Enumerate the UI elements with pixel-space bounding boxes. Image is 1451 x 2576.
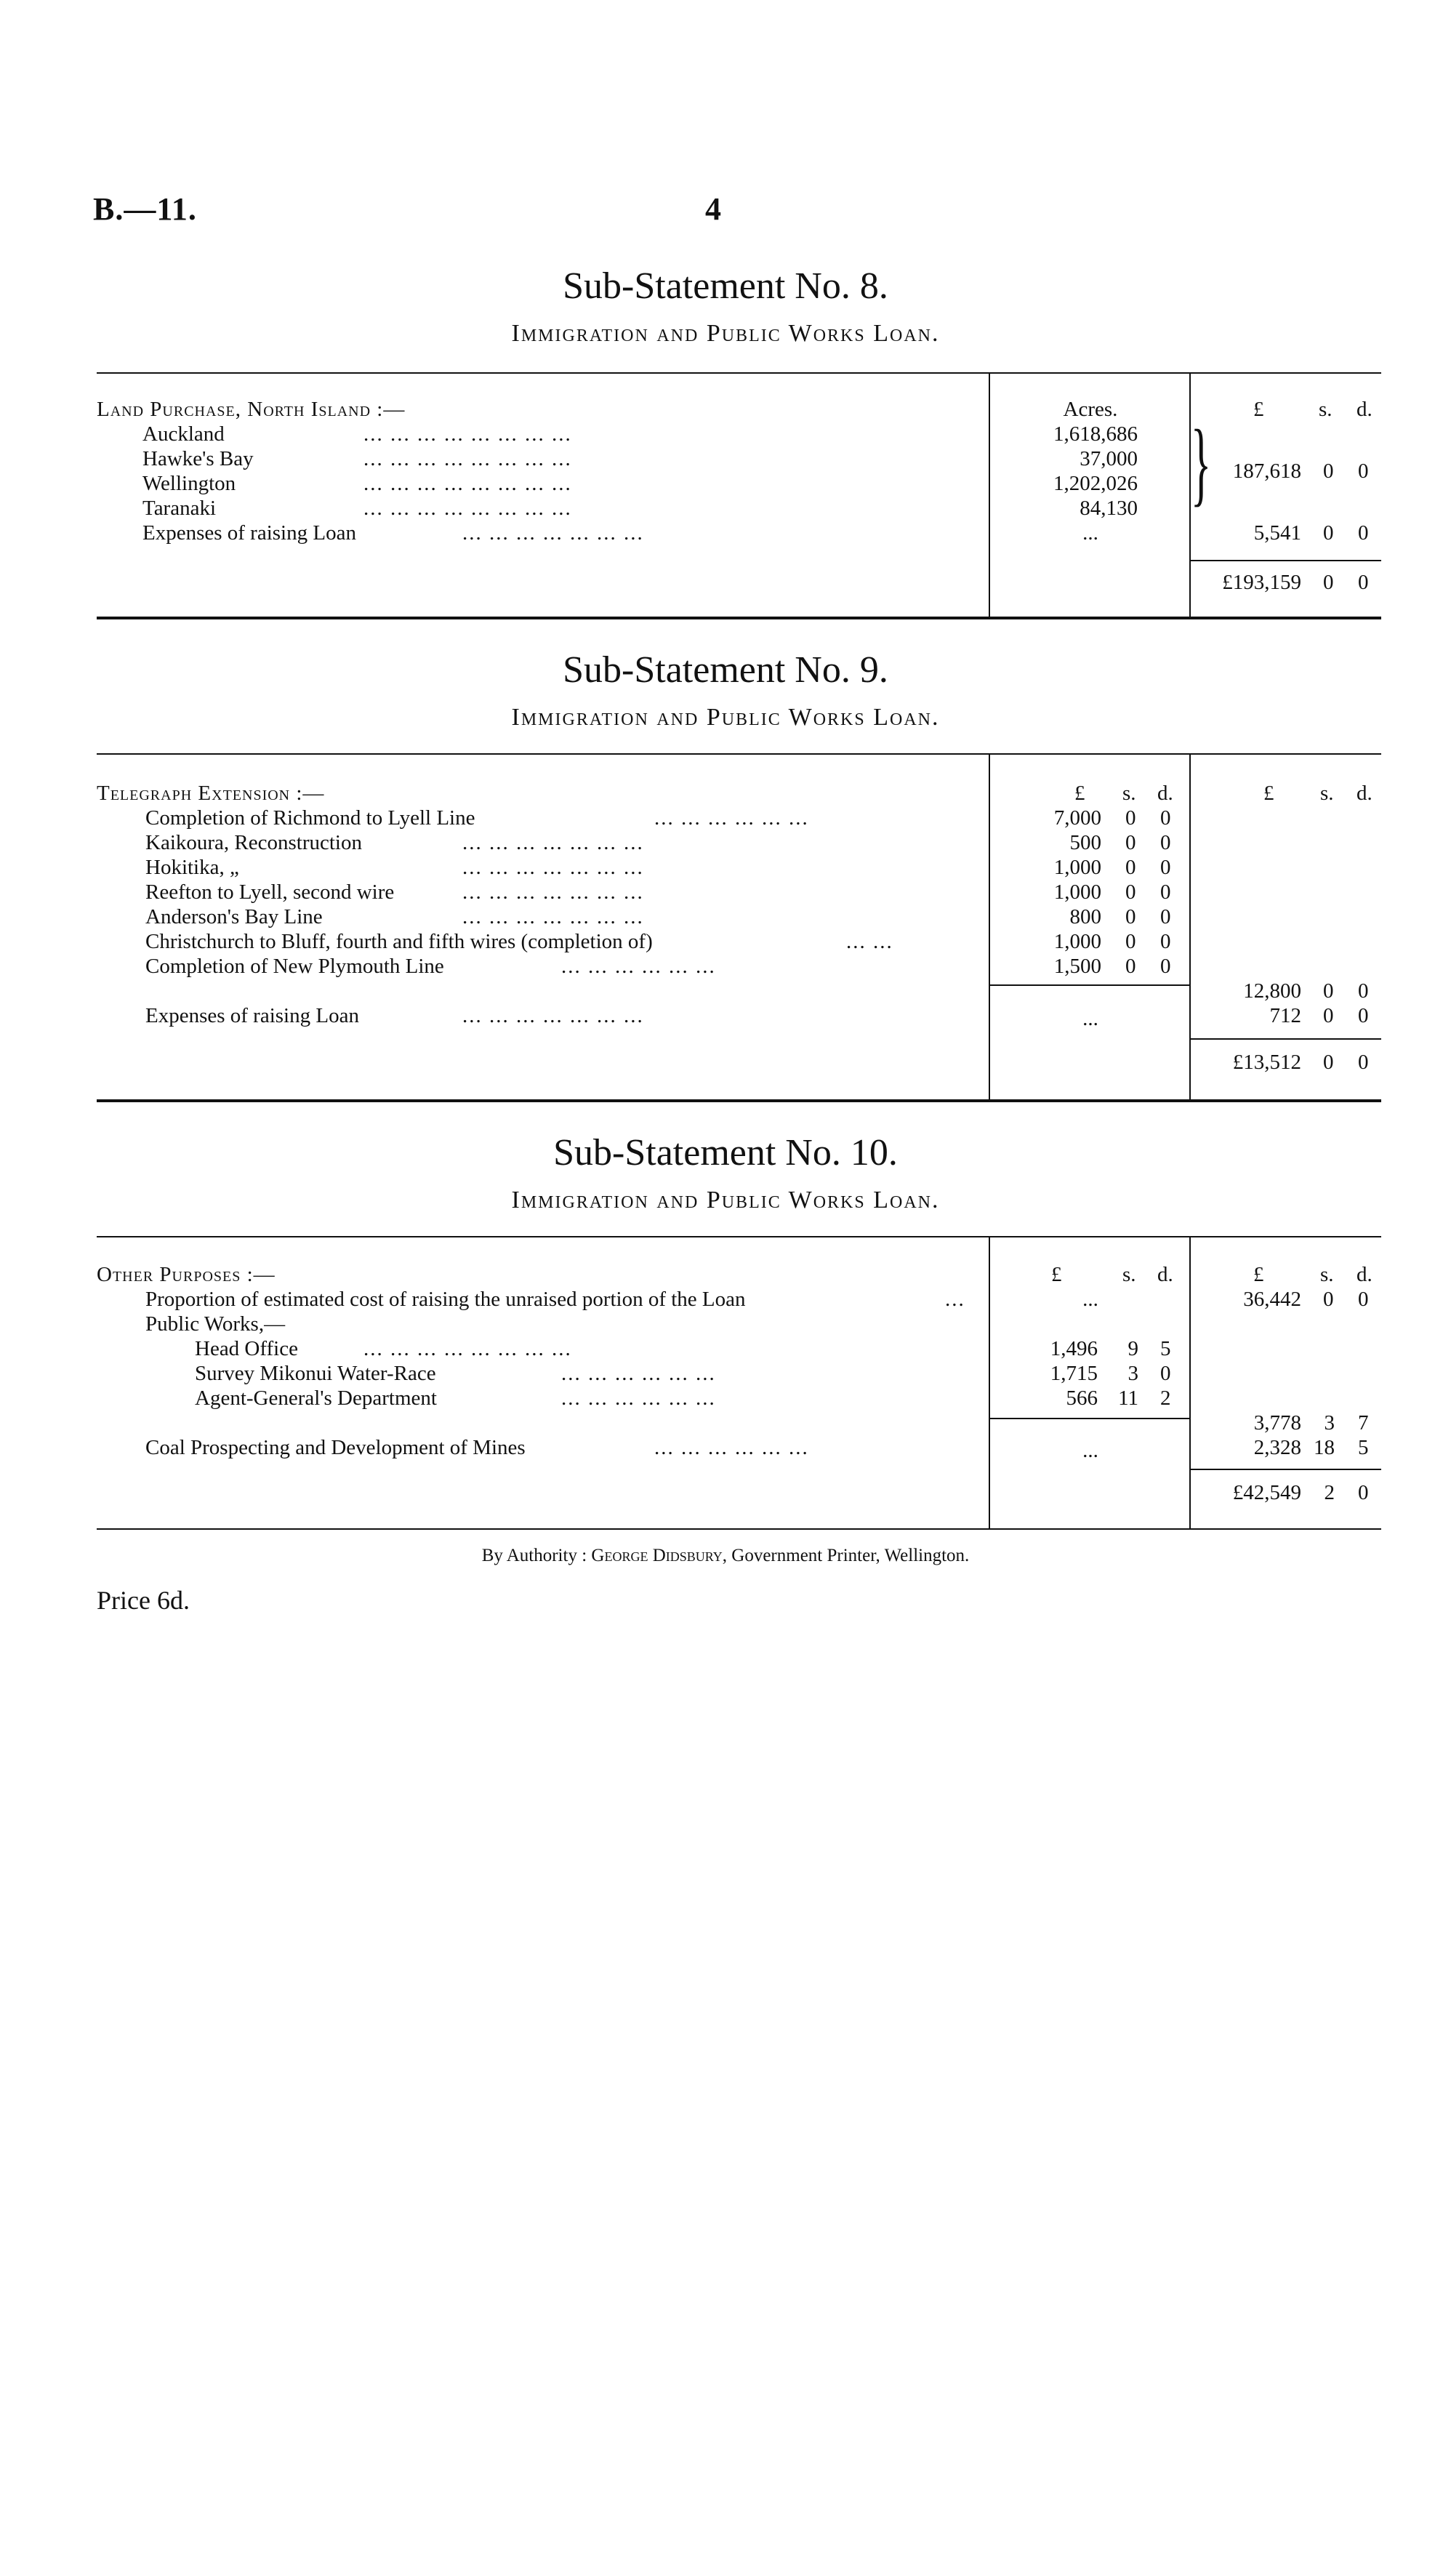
s10-row-label: Agent-General's Department [195,1387,437,1410]
authority-prefix: By Authority : [481,1546,587,1565]
s10-total-pence: 0 [1358,1481,1369,1504]
s8-pound-header: £ [1253,398,1264,421]
s10-coal-pence: 5 [1358,1436,1369,1459]
s10-coal-label: Coal Prospecting and Development of Mines [145,1436,526,1459]
s9-pound-header-2: £ [1263,782,1274,805]
s8-row-dots: ... ... ... ... ... ... ... ... [363,447,572,470]
s10-row-pounds: 1,496 [1050,1337,1098,1360]
s9-row-dots: ... ... ... ... ... ... ... [462,880,644,904]
s10-row-pence: 2 [1160,1387,1171,1410]
s9-row-label: Reefton to Lyell, second wire [145,880,395,904]
s10-proportion-label: Proportion of estimated cost of raising the unraised portion of the Loan [145,1288,746,1311]
s9-row-dots: ... ... ... ... ... ... [654,806,809,830]
s9-row-pence: 0 [1160,856,1171,879]
s9-expenses-label: Expenses of raising Loan [145,1004,359,1027]
s9-row-shillings: 0 [1125,955,1136,978]
s9-row-pounds: 800 [1069,905,1101,928]
s9-row-pence: 0 [1160,905,1171,928]
authority-suffix: Government Printer, Wellington. [731,1546,970,1565]
s10-top-rule [97,1236,1381,1237]
s9-total-shillings: 0 [1323,1051,1334,1074]
s9-row-label: Kaikoura, Reconstruction [145,831,362,854]
s9-row-label: Anderson's Bay Line [145,905,323,928]
s10-row-pounds: 1,715 [1050,1362,1098,1385]
s9-row-label: Completion of Richmond to Lyell Line [145,806,475,830]
s9-row-pounds: 1,000 [1053,930,1101,953]
s10-row-label: Head Office [195,1337,298,1360]
s8-row-label: Expenses of raising Loan [142,521,356,545]
s8-row-label: Hawke's Bay [142,447,254,470]
s9-total-pence: 0 [1358,1051,1369,1074]
s10-subtotal-rule [989,1418,1189,1419]
s10-row-dots: ... ... ... ... ... ... [561,1362,716,1385]
s8-row-acres: 84,130 [1080,497,1138,520]
s10-total-shillings: 2 [1324,1481,1335,1504]
s9-row-label: Completion of New Plymouth Line [145,955,444,978]
s10-row-shillings: 9 [1128,1337,1138,1360]
s8-top-rule [97,372,1381,374]
s8-bottom-rule [97,617,1381,619]
s10-row-shillings: 3 [1128,1362,1138,1385]
s9-row-pounds: 1,000 [1053,880,1101,904]
s9-row-pence: 0 [1160,831,1171,854]
printer-authority-line [0,1546,1451,1566]
s10-subtotal-pounds: 3,778 [1253,1411,1301,1435]
s9-subtotal-shillings: 0 [1323,979,1334,1003]
s9-row-shillings: 0 [1125,880,1136,904]
s9-row-pence: 0 [1160,806,1171,830]
s10-proportion-pounds: 36,442 [1243,1288,1301,1311]
s10-pence-header: d. [1157,1263,1173,1286]
price-label: Price 6d. [97,1586,190,1615]
s10-subtotal-shillings: 3 [1324,1411,1335,1435]
s10-public-works-label: Public Works,— [145,1312,286,1336]
s10-coal-shillings: 18 [1314,1436,1335,1459]
s9-row-label: Hokitika, „ [145,856,239,879]
s9-pence-header: d. [1157,782,1173,805]
s8-column-rule-1 [989,374,990,617]
s9-expenses-pence: 0 [1358,1004,1369,1027]
s8-row-label: Auckland [142,422,225,446]
s8-row-dots: ... ... ... ... ... ... ... ... [363,422,572,446]
s9-row-dots: ... ... ... ... ... ... ... [462,856,644,879]
s8-total-pence: 0 [1358,571,1369,594]
s8-row-acres: 1,202,026 [1053,472,1138,495]
s8-row-label: Wellington [142,472,236,495]
s9-row-shillings: 0 [1125,905,1136,928]
s8-subtitle: Immigration and Public Works Loan. [511,320,940,347]
s8-row-acres: ... [1082,521,1098,545]
s10-shilling-header-2: s. [1320,1263,1334,1286]
s10-total-rule [1189,1469,1381,1470]
s8-expenses-pence: 0 [1358,521,1369,545]
s10-proportion-shillings: 0 [1323,1288,1334,1311]
s10-coal-dots: ... ... ... ... ... ... [654,1436,809,1459]
s9-expenses-pounds: 712 [1269,1004,1301,1027]
s9-subtitle: Immigration and Public Works Loan. [511,704,940,731]
s10-column-rule-2 [1189,1237,1191,1528]
s9-row-pence: 0 [1160,930,1171,953]
printer-name: George Didsbury, [591,1546,728,1565]
s9-row-dots: ... ... ... ... ... ... [561,955,716,978]
s9-bottom-rule [97,1099,1381,1102]
s10-column-rule-1 [989,1237,990,1528]
s10-row-pounds: 566 [1066,1387,1098,1410]
s10-subtitle: Immigration and Public Works Loan. [511,1187,940,1213]
s8-section-heading: Land Purchase, North Island :— [97,398,406,421]
page-number: 4 [705,191,721,227]
s8-row-label: Taranaki [142,497,217,520]
s9-row-pounds: 7,000 [1053,806,1101,830]
s10-pence-header-2: d. [1356,1263,1372,1286]
s10-row-pence: 0 [1160,1362,1171,1385]
s9-subtotal-pounds: 12,800 [1243,979,1301,1003]
s10-bottom-rule [97,1528,1381,1530]
s8-title: Sub-Statement No. 8. [563,265,888,307]
s9-row-pounds: 1,000 [1053,856,1101,879]
s9-row-dots: ... ... [846,930,893,953]
s9-row-dots: ... ... ... ... ... ... ... [462,831,644,854]
s9-row-shillings: 0 [1125,806,1136,830]
s9-column-rule-2 [1189,755,1191,1099]
s8-total-shillings: 0 [1323,571,1334,594]
s9-row-pounds: 1,500 [1053,955,1101,978]
s10-pound-header: £ [1051,1263,1062,1286]
s9-total-pounds: £13,512 [1232,1051,1301,1074]
s8-row-acres: 1,618,686 [1053,422,1138,446]
s8-brace-total-pounds: 187,618 [1232,460,1301,483]
s8-row-dots: ... ... ... ... ... ... ... ... [363,472,572,495]
s10-shilling-header: s. [1122,1263,1136,1286]
s9-title: Sub-Statement No. 9. [563,649,888,691]
s9-subtotal-rule [989,984,1189,986]
s9-total-rule [1189,1038,1381,1040]
s9-shilling-header-2: s. [1320,782,1334,805]
s9-expenses-placeholder: ... [1082,1007,1098,1030]
s9-subtotal-pence: 0 [1358,979,1369,1003]
s8-expenses-shillings: 0 [1323,521,1334,545]
s10-total-pounds: £42,549 [1232,1481,1301,1504]
s8-row-dots: ... ... ... ... ... ... ... [462,521,644,545]
s8-shilling-header: s. [1319,398,1333,421]
s9-row-dots: ... ... ... ... ... ... ... [462,905,644,928]
s9-column-rule-1 [989,755,990,1099]
s10-subtotal-pence: 7 [1358,1411,1369,1435]
s10-proportion-dots: ... [945,1288,965,1311]
s9-row-shillings: 0 [1125,856,1136,879]
s9-row-shillings: 0 [1125,831,1136,854]
s8-expenses-pounds: 5,541 [1253,521,1301,545]
s10-row-label: Survey Mikonui Water-Race [195,1362,436,1385]
s9-top-rule [97,753,1381,755]
s9-section-heading: Telegraph Extension :— [97,782,325,805]
s10-coal-pounds: 2,328 [1253,1436,1301,1459]
s10-section-heading: Other Purposes :— [97,1263,276,1286]
s10-title: Sub-Statement No. 10. [553,1132,898,1173]
s9-row-pence: 0 [1160,880,1171,904]
s8-grouping-brace: } [1191,411,1212,515]
s10-proportion-placeholder: ... [1082,1288,1098,1311]
s8-pence-header: d. [1356,398,1372,421]
s10-pound-header-2: £ [1253,1263,1264,1286]
s9-row-label: Christchurch to Bluff, fourth and fifth wires (completion of) [145,930,653,953]
s8-brace-total-pence: 0 [1358,460,1369,483]
s10-row-pence: 5 [1160,1337,1171,1360]
s9-pound-header: £ [1074,782,1085,805]
s10-proportion-pence: 0 [1358,1288,1369,1311]
s10-coal-placeholder: ... [1082,1439,1098,1462]
s8-row-acres: 37,000 [1080,447,1138,470]
s8-total-rule [1189,560,1381,561]
s8-acres-header: Acres. [1063,398,1118,421]
s9-expenses-shillings: 0 [1323,1004,1334,1027]
document-reference: B.—11. [93,191,197,227]
s9-pence-header-2: d. [1356,782,1372,805]
s8-total-pounds: £193,159 [1222,571,1301,594]
s9-row-shillings: 0 [1125,930,1136,953]
s10-row-shillings: 11 [1118,1387,1138,1410]
s9-expenses-dots: ... ... ... ... ... ... ... [462,1004,644,1027]
s10-row-dots: ... ... ... ... ... ... [561,1387,716,1410]
s8-brace-total-shillings: 0 [1323,460,1334,483]
s9-shilling-header: s. [1122,782,1136,805]
s8-row-dots: ... ... ... ... ... ... ... ... [363,497,572,520]
s10-row-dots: ... ... ... ... ... ... ... ... [363,1337,572,1360]
s9-row-pence: 0 [1160,955,1171,978]
s9-row-pounds: 500 [1069,831,1101,854]
